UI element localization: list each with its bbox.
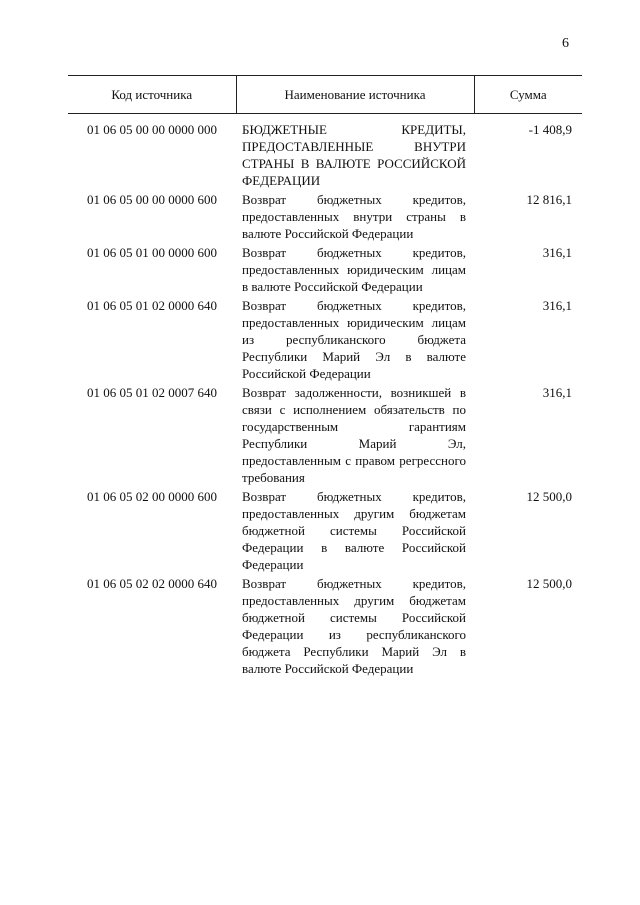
row-name: Возврат бюджетных кредитов, предоставленных другим бюджетам бюджетной системы Российской Федерации в валюте Российской Федерации bbox=[242, 489, 466, 572]
row-code: 01 06 05 01 02 0000 640 bbox=[87, 298, 217, 313]
table-row bbox=[68, 244, 582, 297]
row-name: Возврат бюджетных кредитов, предоставленных юридическим лицам из республиканского бюджета Республики Марий Эл в валюте Российской Федерации bbox=[242, 298, 466, 381]
row-name: Возврат бюджетных кредитов, предоставленных юридическим лицам в валюте Российской Федерации bbox=[242, 245, 466, 294]
row-code: 01 06 05 01 02 0007 640 bbox=[87, 385, 217, 400]
row-amount: 316,1 bbox=[542, 385, 572, 400]
table-row bbox=[68, 384, 582, 488]
row-amount: 12 816,1 bbox=[526, 192, 572, 207]
table-row bbox=[68, 575, 582, 679]
row-code: 01 06 05 01 00 0000 600 bbox=[87, 245, 217, 260]
table-row bbox=[68, 114, 582, 192]
header-name: Наименование источника bbox=[236, 76, 474, 114]
row-code: 01 06 05 00 00 0000 600 bbox=[87, 192, 217, 207]
table-row bbox=[68, 191, 582, 244]
page-number: 6 bbox=[562, 36, 569, 51]
row-name: БЮДЖЕТНЫЕ КРЕДИТЫ, ПРЕДОСТАВЛЕННЫЕ ВНУТРИ СТРАНЫ В ВАЛЮТЕ РОССИЙСКОЙ ФЕДЕРАЦИИ bbox=[242, 122, 466, 188]
header-amount: Сумма bbox=[474, 76, 582, 114]
table-header-row bbox=[68, 76, 582, 114]
sources-table bbox=[68, 75, 582, 679]
header-code: Код источника bbox=[68, 76, 236, 114]
table-row bbox=[68, 297, 582, 384]
row-amount: 12 500,0 bbox=[526, 489, 572, 504]
row-name: Возврат бюджетных кредитов, предоставленных внутри страны в валюте Российской Федерации bbox=[242, 192, 466, 241]
row-code: 01 06 05 02 00 0000 600 bbox=[87, 489, 217, 504]
row-amount: -1 408,9 bbox=[528, 122, 572, 137]
row-amount: 12 500,0 bbox=[526, 576, 572, 591]
row-amount: 316,1 bbox=[542, 245, 572, 260]
row-code: 01 06 05 02 02 0000 640 bbox=[87, 576, 217, 591]
row-name: Возврат бюджетных кредитов, предоставленных другим бюджетам бюджетной системы Российской Федерации из республиканского бюджета Республики Марий Эл в валюте Российской Федерации bbox=[242, 576, 466, 676]
row-amount: 316,1 bbox=[542, 298, 572, 313]
table-row bbox=[68, 488, 582, 575]
row-code: 01 06 05 00 00 0000 000 bbox=[87, 122, 217, 137]
row-name: Возврат задолженности, возникшей в связи с исполнением обязательств по государственным гарантиям Республики Марий Эл, предоставленным с правом регрессного требования bbox=[242, 385, 466, 485]
